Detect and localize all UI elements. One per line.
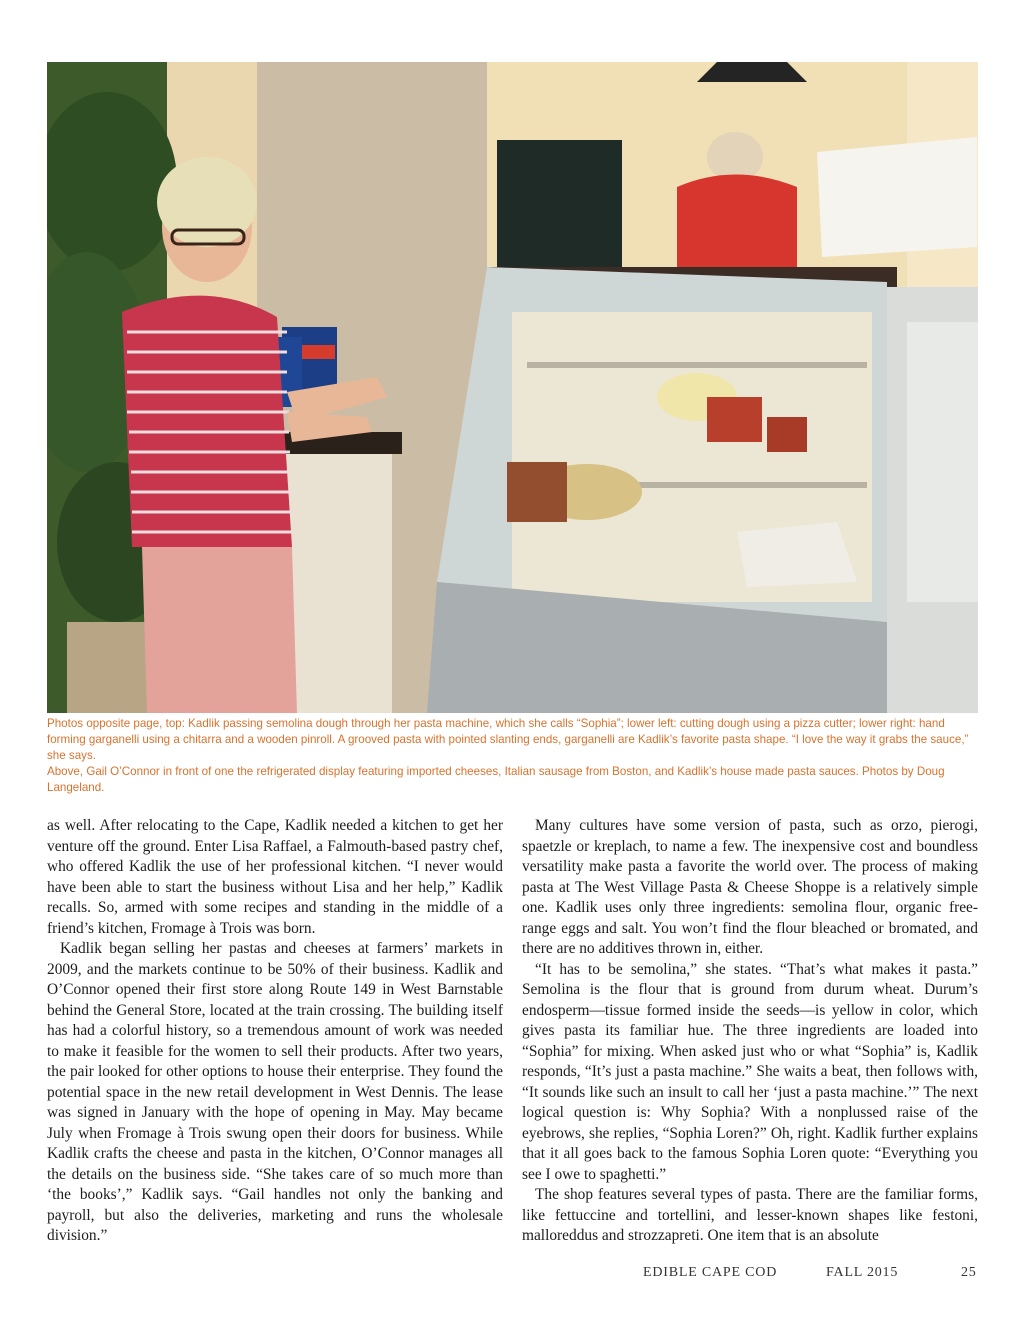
paragraph: “It has to be semolina,” she states. “That’s what makes it pasta.” Semolina is the flour that is ground from durum wheat. Durum’s endosperm—tissue formed inside the seeds—is yellow in color, which gives pasta its familiar hue. The three ingredients are loaded into “Sophia” for mixing. When asked just who or what “Sophia” is, Kadlik responds, “It’s just a pasta machine.” She waits a beat, then follows with, “It sounds like such an insult to call her ‘just a pasta machine.’” The next logical question is: Why Sophia? With a nonplussed raise of the eyebrows, she replies, “Sophia Loren?” Oh, right. Kadlik further explains that it all goes back to the famous Sophia Loren quote: “Everything you see I owe to spaghetti.” [522,960,978,1183]
photo-caption [47,716,978,796]
caption-photo-above: Above, Gail O’Connor in front of one the refrigerated display featuring imported cheeses, Italian sausage from Boston, and Kadlik’s house made pasta sauces. Photos by Doug Langeland. [47,765,945,794]
paragraph: as well. After relocating to the Cape, Kadlik needed a kitchen to get her venture off the ground. Enter Lisa Raffael, a Falmouth-based pastry chef, who offered Kadlik the use of her professional kitchen. “I never would have been able to start the business without Lisa and her help,” Kadlik recalls. So, armed with some recipes and standing in the middle of a friend’s kitchen, Fromage à Trois was born. [47,817,503,937]
article-photo [47,62,978,713]
paragraph: Kadlik began selling her pastas and cheeses at farmers’ markets in 2009, and the markets continue to be 50% of their business. Kadlik and O’Connor opened their first store along Route 149 in West Barnstable behind the General Store, located at the train crossing. The building itself has had a colorful history, so a tremendous amount of work was needed to make it feasible for the women to sell their products. After two years, the pair looked for other options to house their enterprise. They found the potential space in the new retail development in West Dennis. The lease was signed in January with the hope of opening in May. May became July when Fromage à Trois swung open their doors for business. While Kadlik crafts the cheese and pasta in the kitchen, O’Connor manages all the details on the business side. “She takes care of so much more than ‘the books’,” Kadlik says. “Gail handles not only the banking and payroll, but also the deliveries, marketing and runs the wholesale division.” [47,940,503,1244]
article-column-left [47,816,503,1247]
page-footer [0,1265,1024,1285]
paragraph: The shop features several types of pasta. There are the familiar forms, like fettuccine and tortellini, and lesser-known shapes like festoni, malloreddus and strozzapreti. One item that is an absolute [522,1186,978,1244]
caption-photos-opposite: Photos opposite page, top: Kadlik passing semolina dough through her pasta machine, which she calls “Sophia”; lower left: cutting dough using a pizza cutter; lower right: hand forming garganelli using a chitarra and a wooden pinroll. A grooved pasta with pointed slanting ends, garganelli are Kadlik’s favorite pasta shape. “I love the way it grabs the sauce,” she says. [47,717,969,762]
footer-publication: EDIBLE CAPE COD [643,1265,778,1280]
paragraph: Many cultures have some version of pasta, such as orzo, pierogi, spaetzle or kreplach, to name a few. The inexpensive cost and boundless versatility make pasta a favorite the world over. The process of making pasta at The West Village Pasta & Cheese Shoppe is a relatively simple one. Kadlik uses only three ingredients: semolina flour, organic free-range eggs and salt. You won’t find the flour bleached or bromated, and there are no additives thrown in, either. [522,817,978,957]
article-column-right [522,816,978,1247]
page-number: 25 [961,1265,977,1280]
photo-illustration [47,62,978,713]
footer-issue: FALL 2015 [826,1265,899,1280]
